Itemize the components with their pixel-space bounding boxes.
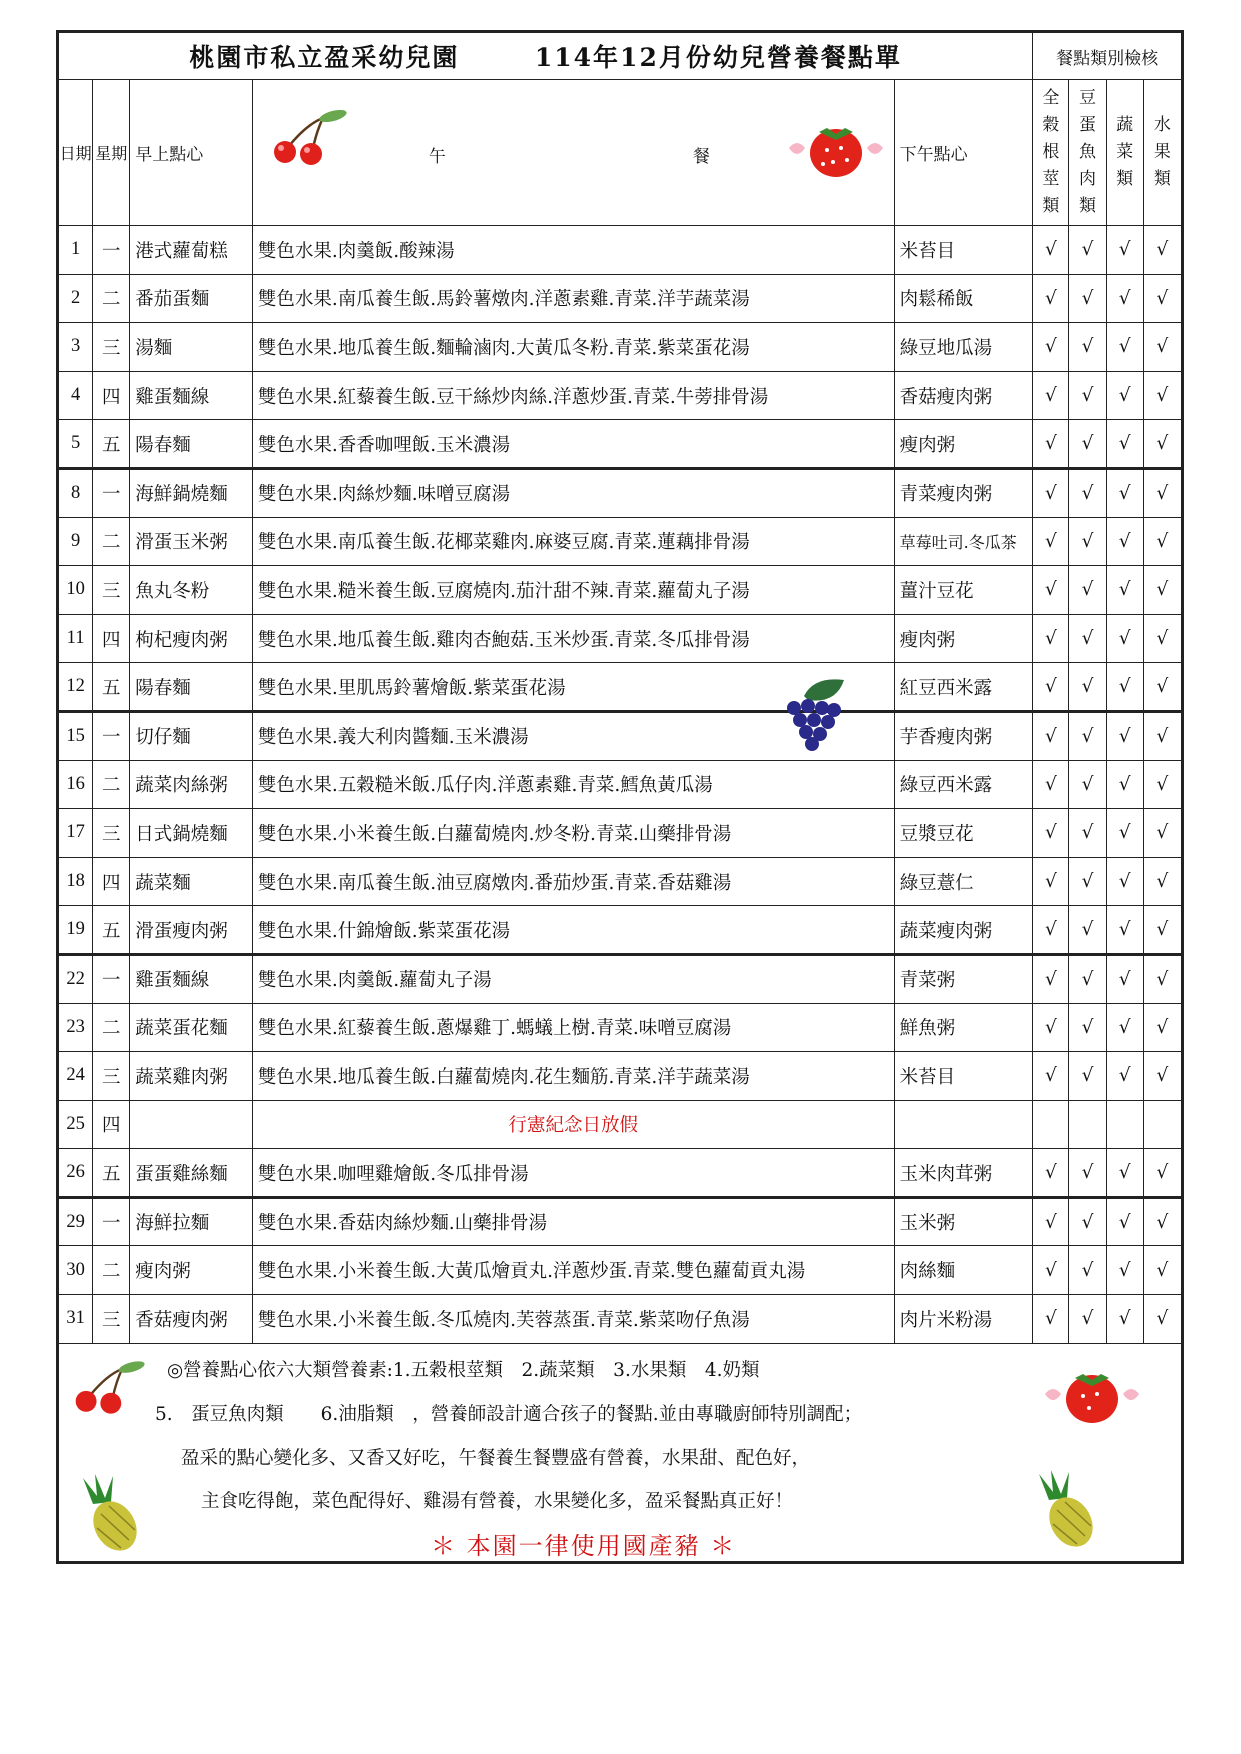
weekday-cell: 一: [93, 1197, 130, 1246]
footer-line-3: 盈采的點心變化多、又香又好吃，午餐養生餐豐盛有營養，水果甜、配色好，: [181, 1447, 811, 1469]
category-check-cell: √: [1069, 517, 1106, 566]
menu-table: [58, 32, 1182, 1562]
weekday-cell: 四: [93, 371, 130, 420]
category-check-cell: √: [1033, 517, 1069, 566]
date-cell: 23: [59, 1003, 93, 1052]
morning-snack-cell: 魚丸冬粉: [130, 566, 253, 615]
category-check-cell: √: [1106, 760, 1143, 809]
table-row: [59, 760, 1182, 809]
afternoon-snack-cell: 青菜瘦肉粥: [894, 468, 1033, 517]
lunch-cell: 雙色水果.五穀糙米飯.瓜仔肉.洋蔥素雞.青菜.鱈魚黃瓜湯: [252, 760, 894, 809]
category-check-cell: √: [1143, 1246, 1181, 1295]
weekday-cell: 一: [93, 226, 130, 275]
lunch-cell: 雙色水果.糙米養生飯.豆腐燒肉.茄汁甜不辣.青菜.蘿蔔丸子湯: [252, 566, 894, 615]
category-check-cell: √: [1069, 1295, 1106, 1344]
header-cat-fruit: 水果類: [1143, 80, 1181, 226]
date-cell: 30: [59, 1246, 93, 1295]
category-check-cell: √: [1033, 1052, 1069, 1101]
pineapple-icon: [1029, 1470, 1099, 1550]
date-cell: 29: [59, 1197, 93, 1246]
date-cell: 24: [59, 1052, 93, 1101]
morning-snack-cell: 陽春麵: [130, 663, 253, 712]
category-check-cell: √: [1143, 566, 1181, 615]
footer-line-2: 5. 蛋豆魚肉類 6.油脂類 ，營養師設計適合孩子的餐點.並由專職廚師特別調配；: [155, 1403, 863, 1425]
category-check-cell: √: [1033, 760, 1069, 809]
category-check-cell: √: [1106, 1003, 1143, 1052]
morning-snack-cell: 雞蛋麵線: [130, 371, 253, 420]
header-cat-vegetable: 蔬菜類: [1106, 80, 1143, 226]
menu-sheet: [56, 30, 1184, 1564]
category-check-cell: √: [1033, 468, 1069, 517]
table-row: [59, 1149, 1182, 1198]
weekday-cell: 五: [93, 906, 130, 955]
afternoon-snack-cell: [894, 1100, 1033, 1149]
lunch-cell: 雙色水果.肉絲炒麵.味噌豆腐湯: [252, 468, 894, 517]
table-row: [59, 1052, 1182, 1101]
category-check-cell: √: [1069, 1003, 1106, 1052]
lunch-cell: 雙色水果.地瓜養生飯.雞肉杏鮑菇.玉米炒蛋.青菜.冬瓜排骨湯: [252, 614, 894, 663]
date-cell: 4: [59, 371, 93, 420]
category-check-cell: √: [1106, 274, 1143, 323]
lunch-cell: 雙色水果.咖哩雞燴飯.冬瓜排骨湯: [252, 1149, 894, 1198]
category-check-cell: √: [1069, 1052, 1106, 1101]
afternoon-snack-cell: 玉米肉茸粥: [894, 1149, 1033, 1198]
header-date: 日期: [59, 80, 93, 226]
morning-snack-cell: 番茄蛋麵: [130, 274, 253, 323]
weekday-cell: 二: [93, 274, 130, 323]
category-check-cell: √: [1143, 420, 1181, 469]
date-cell: 9: [59, 517, 93, 566]
category-check-cell: √: [1143, 663, 1181, 712]
category-check-cell: √: [1106, 711, 1143, 760]
morning-snack-cell: 雞蛋麵線: [130, 954, 253, 1003]
category-check-cell: √: [1106, 566, 1143, 615]
weekday-cell: 五: [93, 420, 130, 469]
cherry-icon: [267, 110, 347, 166]
category-check-cell: √: [1069, 566, 1106, 615]
afternoon-snack-cell: 香菇瘦肉粥: [894, 371, 1033, 420]
table-row: [59, 1100, 1182, 1149]
category-check-cell: √: [1143, 468, 1181, 517]
category-check-cell: √: [1069, 1149, 1106, 1198]
lunch-cell: 雙色水果.肉羹飯.蘿蔔丸子湯: [252, 954, 894, 1003]
lunch-cell: 雙色水果.南瓜養生飯.馬鈴薯燉肉.洋蔥素雞.青菜.洋芋蔬菜湯: [252, 274, 894, 323]
lunch-cell: 雙色水果.小米養生飯.白蘿蔔燒肉.炒冬粉.青菜.山藥排骨湯: [252, 809, 894, 858]
category-check-cell: √: [1069, 760, 1106, 809]
weekday-cell: 四: [93, 857, 130, 906]
afternoon-snack-cell: 肉鬆稀飯: [894, 274, 1033, 323]
morning-snack-cell: 瘦肉粥: [130, 1246, 253, 1295]
lunch-cell: 雙色水果.香菇肉絲炒麵.山藥排骨湯: [252, 1197, 894, 1246]
category-check-cell: √: [1143, 614, 1181, 663]
category-check-cell: √: [1143, 1003, 1181, 1052]
category-check-cell: √: [1069, 809, 1106, 858]
afternoon-snack-cell: 玉米粥: [894, 1197, 1033, 1246]
category-check-cell: √: [1143, 517, 1181, 566]
table-row: [59, 468, 1182, 517]
category-check-cell: √: [1106, 809, 1143, 858]
afternoon-snack-cell: 芋香瘦肉粥: [894, 711, 1033, 760]
category-check-cell: √: [1143, 809, 1181, 858]
header-afternoon: 下午點心: [894, 80, 1033, 226]
morning-snack-cell: 海鮮鍋燒麵: [130, 468, 253, 517]
weekday-cell: 二: [93, 517, 130, 566]
category-check-cell: √: [1143, 857, 1181, 906]
weekday-cell: 二: [93, 760, 130, 809]
category-check-cell: √: [1106, 323, 1143, 372]
table-row: [59, 226, 1182, 275]
date-cell: 26: [59, 1149, 93, 1198]
category-check-cell: √: [1143, 954, 1181, 1003]
category-check-cell: √: [1106, 857, 1143, 906]
category-check-cell: √: [1143, 1295, 1181, 1344]
lunch-cell: 雙色水果.南瓜養生飯.花椰菜雞肉.麻婆豆腐.青菜.蓮藕排骨湯: [252, 517, 894, 566]
weekday-cell: 一: [93, 468, 130, 517]
category-check-cell: √: [1143, 1197, 1181, 1246]
morning-snack-cell: 蔬菜麵: [130, 857, 253, 906]
holiday-cell: 行憲紀念日放假: [252, 1100, 894, 1149]
date-cell: 5: [59, 420, 93, 469]
lunch-label-1: 午: [428, 147, 446, 167]
category-check-cell: √: [1106, 1052, 1143, 1101]
category-check-cell: √: [1069, 614, 1106, 663]
lunch-label-2: 餐: [692, 147, 710, 167]
date-cell: 8: [59, 468, 93, 517]
category-check-cell: √: [1033, 1149, 1069, 1198]
table-row: [59, 954, 1182, 1003]
category-check-cell: √: [1106, 517, 1143, 566]
morning-snack-cell: 陽春麵: [130, 420, 253, 469]
table-row: [59, 1295, 1182, 1344]
morning-snack-cell: 湯麵: [130, 323, 253, 372]
weekday-cell: 二: [93, 1246, 130, 1295]
date-cell: 2: [59, 274, 93, 323]
date-cell: 1: [59, 226, 93, 275]
date-cell: 19: [59, 906, 93, 955]
date-cell: 22: [59, 954, 93, 1003]
category-check-cell: √: [1033, 566, 1069, 615]
morning-snack-cell: 日式鍋燒麵: [130, 809, 253, 858]
weekday-cell: 一: [93, 954, 130, 1003]
category-check-cell: √: [1069, 663, 1106, 712]
table-row: [59, 420, 1182, 469]
afternoon-snack-cell: 米苔目: [894, 1052, 1033, 1101]
table-row: [59, 663, 1182, 712]
afternoon-snack-cell: 蔬菜瘦肉粥: [894, 906, 1033, 955]
afternoon-snack-cell: 青菜粥: [894, 954, 1033, 1003]
category-check-cell: [1033, 1100, 1069, 1149]
date-cell: 25: [59, 1100, 93, 1149]
category-check-cell: √: [1069, 226, 1106, 275]
header-lunch: [252, 80, 894, 226]
category-check-cell: √: [1033, 857, 1069, 906]
category-check-cell: √: [1033, 663, 1069, 712]
category-check-cell: √: [1143, 760, 1181, 809]
table-row: [59, 1246, 1182, 1295]
date-cell: 3: [59, 323, 93, 372]
weekday-cell: 五: [93, 1149, 130, 1198]
table-row: [59, 371, 1182, 420]
category-check-cell: √: [1069, 906, 1106, 955]
category-check-cell: √: [1143, 323, 1181, 372]
weekday-cell: 三: [93, 566, 130, 615]
weekday-cell: 二: [93, 1003, 130, 1052]
category-check-cell: √: [1069, 857, 1106, 906]
category-check-cell: √: [1033, 371, 1069, 420]
weekday-cell: 三: [93, 1052, 130, 1101]
afternoon-snack-cell: 肉絲麵: [894, 1246, 1033, 1295]
afternoon-snack-cell: 綠豆地瓜湯: [894, 323, 1033, 372]
header-cat-grains: 全穀根莖類: [1033, 80, 1069, 226]
category-check-cell: √: [1106, 1149, 1143, 1198]
category-check-cell: √: [1033, 809, 1069, 858]
table-row: [59, 614, 1182, 663]
morning-snack-cell: 蔬菜雞肉粥: [130, 1052, 253, 1101]
school-name: 桃園市私立盈采幼兒園: [189, 43, 460, 72]
lunch-cell: 雙色水果.義大利肉醬麵.玉米濃湯: [252, 711, 894, 760]
category-check-cell: √: [1143, 711, 1181, 760]
category-check-cell: √: [1106, 468, 1143, 517]
date-cell: 17: [59, 809, 93, 858]
category-check-cell: √: [1069, 711, 1106, 760]
lunch-cell: 雙色水果.紅藜養生飯.豆干絲炒肉絲.洋蔥炒蛋.青菜.牛蒡排骨湯: [252, 371, 894, 420]
footer-line-1: ◎營養點心依六大類營養素:1.五穀根莖類 2.蔬菜類 3.水果類 4.奶類: [167, 1359, 760, 1381]
category-check-cell: √: [1069, 468, 1106, 517]
footer-notes: [59, 1343, 1182, 1561]
category-check-cell: √: [1106, 954, 1143, 1003]
table-row: [59, 517, 1182, 566]
lunch-cell: 雙色水果.什錦燴飯.紫菜蛋花湯: [252, 906, 894, 955]
category-check-cell: √: [1069, 371, 1106, 420]
table-row: [59, 274, 1182, 323]
lunch-cell: 雙色水果.小米養生飯.大黃瓜燴貢丸.洋蔥炒蛋.青菜.雙色蘿蔔貢丸湯: [252, 1246, 894, 1295]
category-check-cell: √: [1033, 954, 1069, 1003]
morning-snack-cell: 切仔麵: [130, 711, 253, 760]
table-row: [59, 857, 1182, 906]
category-check-title: 餐點類別檢核: [1033, 33, 1182, 80]
afternoon-snack-cell: 草莓吐司.冬瓜茶: [894, 517, 1033, 566]
lunch-cell: 雙色水果.里肌馬鈴薯燴飯.紫菜蛋花湯: [252, 663, 894, 712]
category-check-cell: √: [1033, 906, 1069, 955]
category-check-cell: √: [1033, 1295, 1069, 1344]
date-cell: 31: [59, 1295, 93, 1344]
category-check-cell: [1069, 1100, 1106, 1149]
pineapple-icon: [73, 1474, 143, 1554]
table-row: [59, 566, 1182, 615]
category-check-cell: √: [1069, 954, 1106, 1003]
category-check-cell: √: [1143, 906, 1181, 955]
header-morning: 早上點心: [130, 80, 253, 226]
table-row: [59, 1197, 1182, 1246]
lunch-cell: 雙色水果.肉羹飯.酸辣湯: [252, 226, 894, 275]
category-check-cell: √: [1143, 226, 1181, 275]
category-check-cell: √: [1106, 906, 1143, 955]
morning-snack-cell: 滑蛋瘦肉粥: [130, 906, 253, 955]
afternoon-snack-cell: 豆漿豆花: [894, 809, 1033, 858]
afternoon-snack-cell: 紅豆西米露: [894, 663, 1033, 712]
category-check-cell: √: [1106, 226, 1143, 275]
category-check-cell: √: [1106, 663, 1143, 712]
morning-snack-cell: [130, 1100, 253, 1149]
pork-notice: ＊ 本園一律使用國產豬 ＊: [431, 1531, 737, 1560]
strawberry-icon: [1039, 1366, 1145, 1426]
category-check-cell: √: [1143, 371, 1181, 420]
date-cell: 11: [59, 614, 93, 663]
weekday-cell: 一: [93, 711, 130, 760]
category-check-cell: √: [1106, 614, 1143, 663]
lunch-cell: 雙色水果.地瓜養生飯.麵輪滷肉.大黃瓜冬粉.青菜.紫菜蛋花湯: [252, 323, 894, 372]
weekday-cell: 四: [93, 614, 130, 663]
category-check-cell: √: [1106, 420, 1143, 469]
category-check-cell: √: [1033, 1246, 1069, 1295]
lunch-cell: 雙色水果.香香咖哩飯.玉米濃湯: [252, 420, 894, 469]
morning-snack-cell: 港式蘿蔔糕: [130, 226, 253, 275]
category-check-cell: √: [1033, 274, 1069, 323]
date-cell: 15: [59, 711, 93, 760]
morning-snack-cell: 香菇瘦肉粥: [130, 1295, 253, 1344]
header-weekday: 星期: [93, 80, 130, 226]
category-check-cell: √: [1106, 371, 1143, 420]
morning-snack-cell: 枸杞瘦肉粥: [130, 614, 253, 663]
afternoon-snack-cell: 瘦肉粥: [894, 420, 1033, 469]
morning-snack-cell: 蛋蛋雞絲麵: [130, 1149, 253, 1198]
date-cell: 12: [59, 663, 93, 712]
category-check-cell: √: [1033, 323, 1069, 372]
date-cell: 18: [59, 857, 93, 906]
table-row: [59, 1003, 1182, 1052]
category-check-cell: √: [1143, 1052, 1181, 1101]
category-check-cell: √: [1069, 323, 1106, 372]
menu-rows: [59, 226, 1182, 1344]
category-check-cell: [1143, 1100, 1181, 1149]
afternoon-snack-cell: 綠豆西米露: [894, 760, 1033, 809]
weekday-cell: 四: [93, 1100, 130, 1149]
category-check-cell: √: [1106, 1295, 1143, 1344]
afternoon-snack-cell: 薑汁豆花: [894, 566, 1033, 615]
afternoon-snack-cell: 米苔目: [894, 226, 1033, 275]
date-cell: 10: [59, 566, 93, 615]
category-check-cell: √: [1143, 274, 1181, 323]
category-check-cell: √: [1106, 1246, 1143, 1295]
menu-title: 114年12月份幼兒營養餐點單: [534, 43, 902, 72]
afternoon-snack-cell: 綠豆薏仁: [894, 857, 1033, 906]
lunch-cell: 雙色水果.南瓜養生飯.油豆腐燉肉.番茄炒蛋.青菜.香菇雞湯: [252, 857, 894, 906]
table-row: [59, 711, 1182, 760]
table-row: [59, 906, 1182, 955]
category-check-cell: √: [1069, 1246, 1106, 1295]
category-check-cell: √: [1033, 226, 1069, 275]
morning-snack-cell: 蔬菜肉絲粥: [130, 760, 253, 809]
weekday-cell: 三: [93, 809, 130, 858]
category-check-cell: √: [1069, 1197, 1106, 1246]
table-row: [59, 809, 1182, 858]
category-check-cell: √: [1143, 1149, 1181, 1198]
category-check-cell: √: [1069, 420, 1106, 469]
weekday-cell: 五: [93, 663, 130, 712]
category-check-cell: √: [1033, 711, 1069, 760]
lunch-cell: 雙色水果.紅藜養生飯.蔥爆雞丁.螞蟻上樹.青菜.味噌豆腐湯: [252, 1003, 894, 1052]
date-cell: 16: [59, 760, 93, 809]
afternoon-snack-cell: 瘦肉粥: [894, 614, 1033, 663]
page-title: [59, 33, 1033, 80]
category-check-cell: √: [1033, 420, 1069, 469]
table-row: [59, 323, 1182, 372]
afternoon-snack-cell: 肉片米粉湯: [894, 1295, 1033, 1344]
weekday-cell: 三: [93, 1295, 130, 1344]
morning-snack-cell: 海鮮拉麵: [130, 1197, 253, 1246]
category-check-cell: √: [1033, 614, 1069, 663]
grape-icon: [784, 674, 850, 754]
category-check-cell: √: [1033, 1197, 1069, 1246]
morning-snack-cell: 蔬菜蛋花麵: [130, 1003, 253, 1052]
strawberry-icon: [783, 120, 889, 180]
weekday-cell: 三: [93, 323, 130, 372]
category-check-cell: √: [1033, 1003, 1069, 1052]
footer-line-4: 主食吃得飽，菜色配得好、雞湯有營養，水果變化多，盈采餐點真正好！: [201, 1490, 794, 1512]
morning-snack-cell: 滑蛋玉米粥: [130, 517, 253, 566]
category-check-cell: [1106, 1100, 1143, 1149]
category-check-cell: √: [1069, 274, 1106, 323]
cherry-icon: [69, 1360, 145, 1416]
category-check-cell: √: [1106, 1197, 1143, 1246]
lunch-cell: 雙色水果.地瓜養生飯.白蘿蔔燒肉.花生麵筋.青菜.洋芋蔬菜湯: [252, 1052, 894, 1101]
afternoon-snack-cell: 鮮魚粥: [894, 1003, 1033, 1052]
lunch-cell: 雙色水果.小米養生飯.冬瓜燒肉.芙蓉蒸蛋.青菜.紫菜吻仔魚湯: [252, 1295, 894, 1344]
header-cat-protein: 豆蛋魚肉類: [1069, 80, 1106, 226]
